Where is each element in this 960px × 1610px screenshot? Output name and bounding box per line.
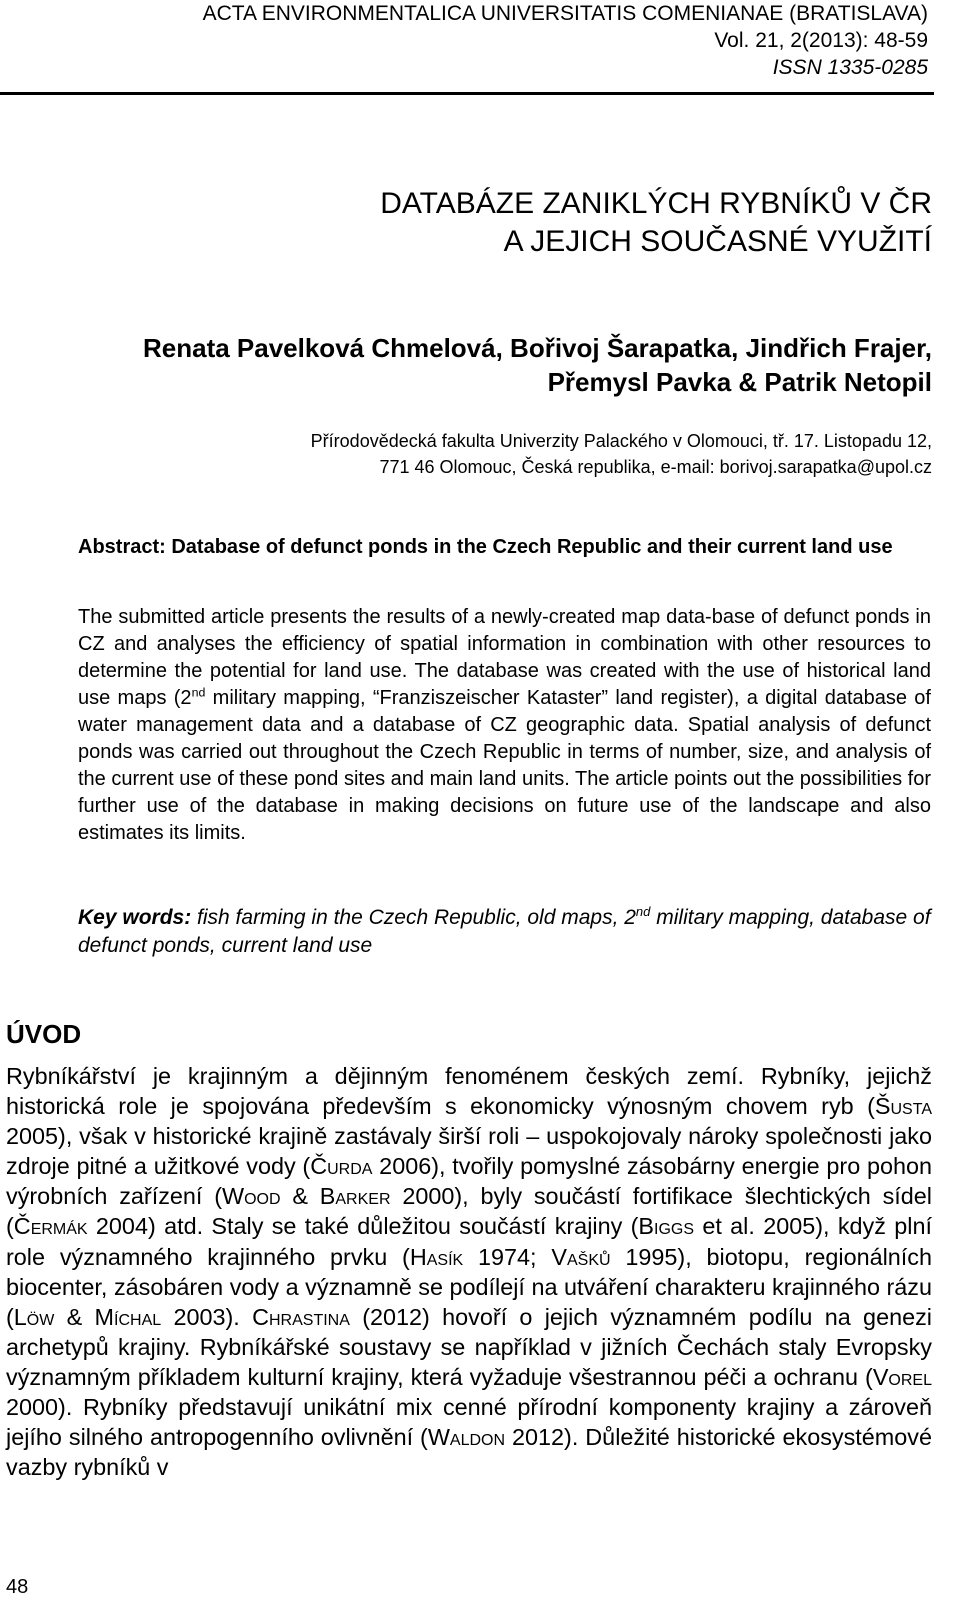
citation-author: Vašků	[551, 1243, 611, 1270]
citation-author: Šusta	[874, 1093, 932, 1120]
citation-author: Chrastina	[252, 1303, 350, 1330]
journal-volume: Vol. 21, 2(2013): 48-59	[714, 29, 928, 52]
intro-paragraph: Rybníkářství je krajinným a dějinným fenoménem českých zemí. Rybníky, jejichž historická role je spojována především s ekonomicky výnosným chovem ryb (Šusta 2005), však v historické krajině zastávaly širší roli – uspokojovaly nároky společnosti jako zdroje pitné a užitkové vody (Čurda 2006), tvořily pomyslné zásobárny energie pro pohon výrobních zařízení (Wood & Barker 2000), byly součástí fortifikace šlechtických sídel (Čermák 2004) atd. Staly se také důležitou součástí krajiny (Biggs et al. 2005), když plní role významného krajinného prvku (Hasík 1974; Vašků 1995), biotopu, regionálních biocenter, zásobáren vody a významně se podílejí na utváření charakteru krajinného rázu (Löw & Míchal 2003). Chrastina (2012) hovoří o jejich významném podílu na genezi archetypů krajiny. Rybníkářské soustavy se například v jižních Čechách staly Evropsky významným příkladem kulturní krajiny, která vyžaduje všestrannou péči a ochranu (Vorel 2000). Rybníky představují unikátní mix cenné přírodní komponenty krajiny a zároveň jejího silného antropogenního ovlivnění (Waldon 2012). Důležité historické ekosystémové vazby rybníků v	[6, 1063, 933, 1481]
section-heading-uvod: ÚVOD	[6, 1019, 82, 1049]
authors-line-1: Renata Pavelková Chmelová, Bořivoj Šarapatka, Jindřich Frajer,	[142, 333, 932, 363]
keywords: Key words: fish farming in the Czech Republic, old maps, 2nd military mapping, database of defunct ponds, current land use	[78, 904, 931, 957]
citation-author: Čurda	[310, 1153, 373, 1180]
citation-author: Hasík	[409, 1243, 464, 1270]
citation-author: Biggs	[638, 1213, 695, 1240]
keywords-label: Key words:	[78, 906, 192, 929]
header-divider	[0, 92, 934, 95]
journal-header	[0, 0, 928, 81]
page-number: 48	[6, 1576, 29, 1598]
paper-title-line-1: DATABÁZE ZANIKLÝCH RYBNÍKŮ V ČR	[380, 187, 932, 220]
abstract-title: Abstract: Database of defunct ponds in the Czech Republic and their current land use	[78, 536, 893, 558]
affiliation-line-2: 771 46 Olomouc, Česká republika, e-mail: borivoj.sarapatka@upol.cz	[379, 457, 932, 477]
citation-author: Čermák	[13, 1213, 88, 1240]
journal-name: ACTA ENVIRONMENTALICA UNIVERSITATIS COMENIANAE (BRATISLAVA)	[202, 2, 928, 25]
journal-issn: ISSN 1335-0285	[772, 56, 928, 79]
authors-line-2: Přemysl Pavka & Patrik Netopil	[547, 367, 932, 397]
citation-author: Vorel	[872, 1363, 932, 1390]
affiliation-line-1: Přírodovědecká fakulta Univerzity Palackého v Olomouci, tř. 17. Listopadu 12,	[310, 431, 932, 451]
paper-title-line-2: A JEJICH SOUČASNÉ VYUŽITÍ	[503, 225, 932, 258]
citation-author: Wood & Barker	[222, 1183, 391, 1210]
citation-author: Löw & Míchal	[13, 1303, 162, 1330]
citation-author: Waldon	[427, 1424, 506, 1451]
abstract-body: The submitted article presents the results of a newly-created map data-base of defunct ponds in CZ and analyses the efficiency of spatial information in combination with other resources to determine the potential for land use. The database was created with the use of historical land use maps (2nd military mapping, “Franziszeischer Kataster” land register), a digital database of water management data and a database of CZ geographic data. Spatial analysis of defunct ponds was carried out throughout the Czech Republic in terms of number, size, and analysis of the current use of these pond sites and main land units. The article points out the possibilities for further use of the database in making decisions on future use of the landscape and also estimates its limits.	[78, 606, 931, 844]
